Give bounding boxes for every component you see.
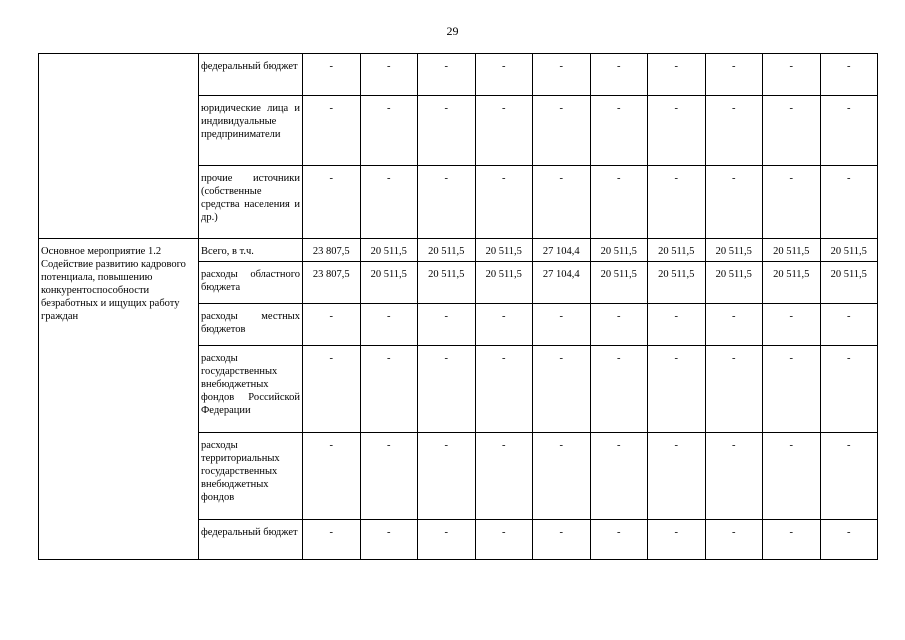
amount-cell: - — [533, 520, 591, 560]
amount-cell: - — [648, 433, 706, 520]
amount-cell: - — [763, 520, 821, 560]
amount-cell: - — [705, 520, 763, 560]
amount-cell: - — [820, 96, 878, 166]
amount-cell: 20 511,5 — [820, 239, 878, 262]
table-row — [39, 54, 878, 96]
amount-cell: - — [763, 346, 821, 433]
amount-cell: - — [475, 304, 533, 346]
measure-cell: Основное мероприятие 1.2 Содействие развитию кадрового потенциала, повышению конкурентоспособности безработных и ищущих работу граждан — [39, 239, 199, 560]
amount-cell: - — [820, 54, 878, 96]
amount-cell: - — [360, 54, 418, 96]
amount-cell: - — [705, 96, 763, 166]
funding-source-cell: прочие источники (собственные средства населения и др.) — [199, 166, 303, 239]
amount-cell: 20 511,5 — [648, 262, 706, 304]
amount-cell: - — [590, 166, 648, 239]
amount-cell: - — [360, 96, 418, 166]
amount-cell: 20 511,5 — [475, 262, 533, 304]
amount-cell: - — [533, 346, 591, 433]
amount-cell: - — [303, 346, 361, 433]
amount-cell: - — [648, 304, 706, 346]
amount-cell: - — [418, 304, 476, 346]
amount-cell: - — [705, 54, 763, 96]
amount-cell: - — [533, 54, 591, 96]
amount-cell: - — [360, 520, 418, 560]
funding-source-cell: расходы государственных внебюджетных фондов Российской Федерации — [199, 346, 303, 433]
funding-source-cell: расходы местных бюджетов — [199, 304, 303, 346]
amount-cell: - — [303, 166, 361, 239]
amount-cell: - — [360, 433, 418, 520]
amount-cell: - — [590, 304, 648, 346]
amount-cell: - — [763, 166, 821, 239]
amount-cell: - — [303, 96, 361, 166]
amount-cell: - — [648, 166, 706, 239]
amount-cell: - — [648, 346, 706, 433]
funding-source-cell: расходы территориальных государственных внебюджетных фондов — [199, 433, 303, 520]
amount-cell: 20 511,5 — [820, 262, 878, 304]
amount-cell: - — [705, 433, 763, 520]
amount-cell: - — [475, 54, 533, 96]
amount-cell: - — [418, 166, 476, 239]
amount-cell: - — [705, 304, 763, 346]
measure-cell — [39, 54, 199, 239]
funding-source-cell: федеральный бюджет — [199, 520, 303, 560]
amount-cell: 23 807,5 — [303, 262, 361, 304]
amount-cell: - — [590, 96, 648, 166]
amount-cell: - — [820, 433, 878, 520]
amount-cell: - — [763, 54, 821, 96]
amount-cell: 20 511,5 — [360, 262, 418, 304]
amount-cell: 20 511,5 — [360, 239, 418, 262]
amount-cell: - — [590, 520, 648, 560]
amount-cell: - — [533, 433, 591, 520]
funding-source-cell: юридические лица и индивидуальные предприниматели — [199, 96, 303, 166]
amount-cell: - — [820, 520, 878, 560]
amount-cell: - — [763, 304, 821, 346]
funding-source-cell: федеральный бюджет — [199, 54, 303, 96]
amount-cell: - — [418, 520, 476, 560]
funding-source-cell: расходы областного бюджета — [199, 262, 303, 304]
amount-cell: - — [303, 433, 361, 520]
amount-cell: 20 511,5 — [418, 262, 476, 304]
amount-cell: - — [303, 304, 361, 346]
amount-cell: - — [360, 346, 418, 433]
amount-cell: - — [475, 346, 533, 433]
amount-cell: 20 511,5 — [705, 239, 763, 262]
amount-cell: - — [475, 520, 533, 560]
amount-cell: 20 511,5 — [590, 262, 648, 304]
amount-cell: 27 104,4 — [533, 262, 591, 304]
amount-cell: - — [763, 433, 821, 520]
amount-cell: - — [763, 96, 821, 166]
amount-cell: 27 104,4 — [533, 239, 591, 262]
amount-cell: - — [533, 96, 591, 166]
amount-cell: - — [418, 433, 476, 520]
amount-cell: 20 511,5 — [648, 239, 706, 262]
amount-cell: - — [418, 96, 476, 166]
amount-cell: 20 511,5 — [763, 239, 821, 262]
amount-cell: - — [705, 346, 763, 433]
amount-cell: 20 511,5 — [705, 262, 763, 304]
amount-cell: - — [648, 96, 706, 166]
amount-cell: - — [475, 96, 533, 166]
amount-cell: - — [590, 433, 648, 520]
amount-cell: - — [820, 346, 878, 433]
amount-cell: - — [303, 520, 361, 560]
funding-source-cell: Всего, в т.ч. — [199, 239, 303, 262]
budget-table — [38, 53, 878, 560]
amount-cell: 20 511,5 — [418, 239, 476, 262]
amount-cell: - — [820, 166, 878, 239]
amount-cell: - — [475, 166, 533, 239]
amount-cell: 20 511,5 — [763, 262, 821, 304]
page-number: 29 — [446, 24, 459, 38]
amount-cell: - — [418, 346, 476, 433]
amount-cell: - — [533, 304, 591, 346]
amount-cell: - — [360, 166, 418, 239]
amount-cell: - — [648, 54, 706, 96]
amount-cell: - — [475, 433, 533, 520]
amount-cell: 20 511,5 — [475, 239, 533, 262]
table-row — [39, 239, 878, 262]
amount-cell: - — [648, 520, 706, 560]
amount-cell: - — [705, 166, 763, 239]
amount-cell: 20 511,5 — [590, 239, 648, 262]
budget-table-body — [39, 54, 878, 560]
amount-cell: - — [533, 166, 591, 239]
amount-cell: - — [590, 54, 648, 96]
amount-cell: 23 807,5 — [303, 239, 361, 262]
amount-cell: - — [360, 304, 418, 346]
amount-cell: - — [303, 54, 361, 96]
amount-cell: - — [418, 54, 476, 96]
amount-cell: - — [820, 304, 878, 346]
amount-cell: - — [590, 346, 648, 433]
